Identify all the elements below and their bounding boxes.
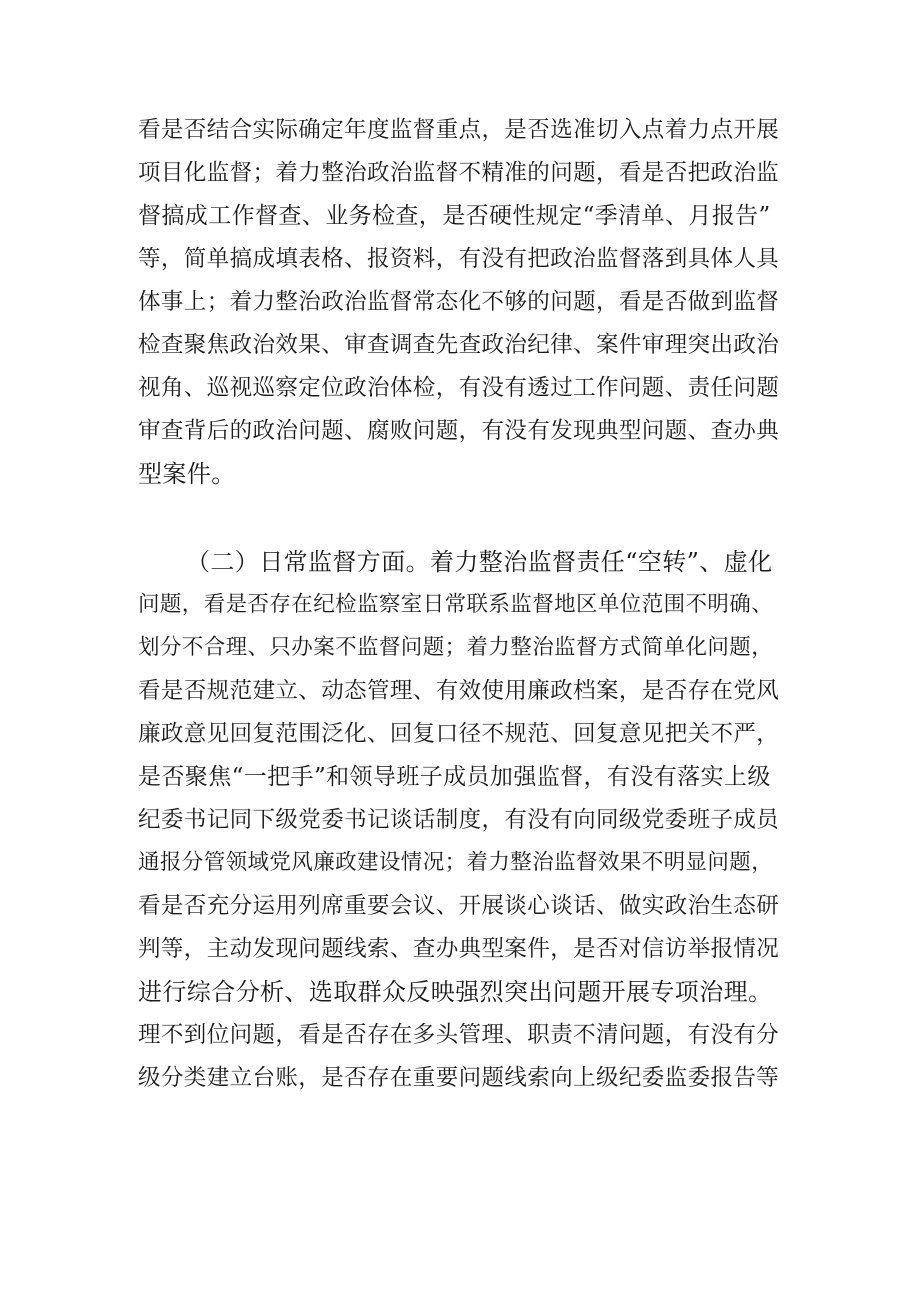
text-line: 进行综合分析、选取群众反映强烈突出问题开展专项治理。 [138, 978, 773, 1006]
text-line: 廉政意见回复范围泛化、回复口径不规范、回复意见把关不严， [138, 721, 780, 747]
text-line: 纪委书记同下级党委书记谈话制度，有没有向同级党委班子成员 [138, 807, 780, 833]
section-heading-line: （二）日常监督方面。着力整治监督责任“空转”、虚化 [186, 548, 773, 576]
text-line: 理不到位问题，看是否存在多头管理、职责不清问题，有没有分 [138, 1022, 780, 1048]
text-line: 看是否结合实际确定年度监督重点，是否选准切入点着力点开展 [138, 117, 780, 143]
text-line: 型案件。 [138, 460, 236, 488]
text-line: 看是否充分运用列席重要会议、开展谈心谈话、做实政治生态研 [138, 893, 780, 919]
text-line: 问题，看是否存在纪检监察室日常联系监督地区单位范围不明确、 [138, 592, 774, 617]
text-line: 审查背后的政治问题、腐败问题，有没有发现典型问题、查办典 [138, 418, 780, 444]
text-line: 级分类建立台账，是否存在重要问题线索向上级纪委监委报告等 [138, 1065, 780, 1091]
text-line: 划分不合理、只办案不监督问题；着力整治监督方式简单化问题， [138, 635, 774, 660]
text-line: 通报分管领域党风廉政建设情况；着力整治监督效果不明显问题， [138, 850, 774, 875]
text-line: 督搞成工作督查、业务检查，是否硬性规定“季清单、月报告” [138, 203, 771, 229]
text-line: 视角、巡视巡察定位政治体检，有没有透过工作问题、责任问题 [138, 375, 780, 401]
text-line: 检查聚焦政治效果、审查调查先查政治纪律、案件审理突出政治 [138, 332, 780, 358]
text-line: 等，简单搞成填表格、报资料，有没有把政治监督落到具体人具 [138, 246, 780, 272]
text-line: 是否聚焦“一把手”和领导班子成员加强监督，有没有落实上级 [138, 764, 771, 790]
text-line: 判等，主动发现问题线索、查办典型案件，是否对信访举报情况 [138, 936, 780, 962]
text-line: 项目化监督；着力整治政治监督不精准的问题，看是否把政治监 [138, 160, 780, 186]
text-line: 看是否规范建立、动态管理、有效使用廉政档案，是否存在党风 [138, 678, 780, 704]
text-line: 体事上；着力整治政治监督常态化不够的问题，看是否做到监督 [138, 289, 780, 315]
